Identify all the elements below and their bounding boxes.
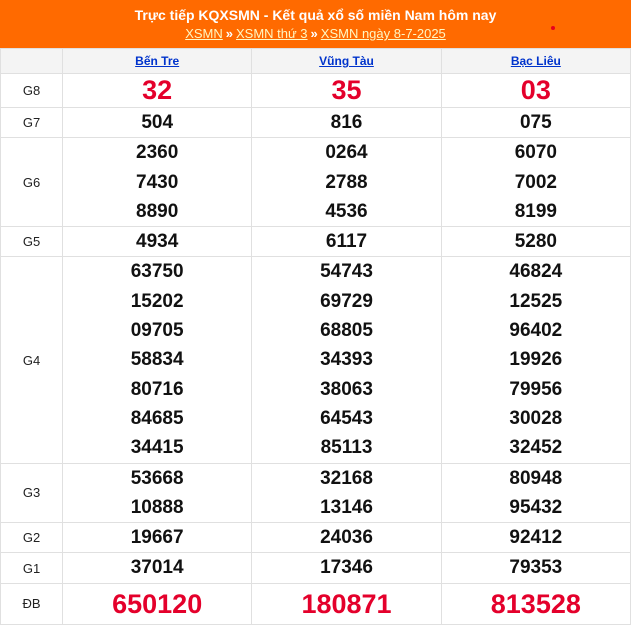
- prize-number: 68805: [320, 320, 373, 342]
- prize-cell: [252, 74, 441, 108]
- prize-number: 32452: [509, 437, 563, 459]
- prize-number: 34393: [320, 349, 373, 371]
- prize-number: 92412: [509, 527, 563, 549]
- prize-number: 19667: [130, 527, 184, 549]
- prize-number: 53668: [130, 467, 184, 489]
- breadcrumb-xsmn-thu-3[interactable]: XSMN thứ 3: [235, 26, 308, 41]
- page-header: [0, 0, 631, 48]
- prize-cell: [63, 583, 252, 624]
- results-body: [1, 74, 631, 625]
- prize-number: 7002: [514, 171, 557, 193]
- results-table: [0, 48, 631, 625]
- prize-number: 85113: [320, 437, 373, 459]
- prize-row-g1: [1, 553, 631, 583]
- prize-number: 30028: [509, 407, 563, 429]
- prize-number: 504: [141, 112, 174, 133]
- prize-row-db: [1, 583, 631, 624]
- prize-number: 37014: [130, 557, 184, 579]
- province-header-row: [1, 49, 631, 74]
- prize-label: ĐB: [1, 583, 63, 624]
- prize-number: 12525: [509, 290, 563, 312]
- prize-number: 19926: [509, 349, 563, 371]
- prize-cell: [441, 227, 630, 257]
- prize-number: 15202: [130, 290, 184, 312]
- prize-number: 8890: [136, 200, 179, 222]
- prize-number: 63750: [130, 261, 184, 283]
- prize-cell: [63, 463, 252, 523]
- prize-number: 79956: [509, 378, 563, 400]
- prize-row-g3: [1, 463, 631, 523]
- prize-cell: [441, 553, 630, 583]
- prize-label: G1: [1, 553, 63, 583]
- prize-cell: [63, 257, 252, 463]
- prize-number: 80716: [130, 378, 184, 400]
- prize-cell: [441, 523, 630, 553]
- province-link-vung-tau[interactable]: Vũng Tàu: [319, 54, 374, 68]
- prize-cell: [441, 583, 630, 624]
- prize-number: 4934: [136, 231, 179, 253]
- prize-label: G6: [1, 138, 63, 227]
- prize-cell: [252, 257, 441, 463]
- prize-number: 5280: [514, 231, 557, 253]
- prize-row-g7: [1, 108, 631, 138]
- prize-cell: [252, 108, 441, 138]
- prize-cell: [63, 138, 252, 227]
- prize-row-g5: [1, 227, 631, 257]
- breadcrumb-separator: »: [310, 26, 318, 41]
- prize-label: G2: [1, 523, 63, 553]
- breadcrumb-xsmn-date[interactable]: XSMN ngày 8-7-2025: [320, 26, 446, 41]
- page-title: Trực tiếp KQXSMN - Kết quả xổ số miền Nam hôm nay: [134, 7, 497, 23]
- prize-number: 32168: [320, 467, 373, 489]
- prize-number: 58834: [130, 349, 184, 371]
- prize-label: G5: [1, 227, 63, 257]
- prize-number: 35: [331, 75, 362, 105]
- prize-number: 8199: [514, 200, 557, 222]
- prize-number: 32: [142, 75, 173, 105]
- prize-number: 650120: [112, 588, 203, 619]
- prize-cell: [441, 257, 630, 463]
- prize-number: 84685: [130, 407, 184, 429]
- prize-number: 13146: [320, 496, 373, 518]
- prize-number: 17346: [320, 557, 373, 579]
- province-header: [441, 49, 630, 74]
- prize-number: 075: [519, 112, 552, 133]
- prize-cell: [441, 74, 630, 108]
- prize-label: G7: [1, 108, 63, 138]
- prize-row-g6: [1, 138, 631, 227]
- prize-number: 10888: [130, 496, 184, 518]
- prize-label: G4: [1, 257, 63, 463]
- prize-number: 46824: [509, 261, 563, 283]
- prize-cell: [252, 138, 441, 227]
- prize-number: 79353: [509, 557, 563, 579]
- prize-number: 2360: [136, 142, 179, 164]
- prize-cell: [63, 108, 252, 138]
- prize-number: 54743: [320, 261, 373, 283]
- prize-number: 80948: [509, 467, 563, 489]
- prize-row-g2: [1, 523, 631, 553]
- prize-number: 09705: [130, 320, 184, 342]
- prize-number: 6070: [514, 142, 557, 164]
- prize-cell: [63, 74, 252, 108]
- prize-number: 180871: [301, 588, 392, 619]
- prize-number: 7430: [136, 171, 179, 193]
- province-header: [63, 49, 252, 74]
- prize-number: 03: [520, 75, 551, 105]
- prize-cell: [252, 583, 441, 624]
- prize-cell: [441, 108, 630, 138]
- prize-cell: [441, 463, 630, 523]
- prize-number: 6117: [325, 231, 368, 253]
- prize-number: 816: [330, 112, 363, 133]
- prize-cell: [63, 227, 252, 257]
- prize-label: G3: [1, 463, 63, 523]
- prize-number: 64543: [320, 407, 373, 429]
- breadcrumb: [0, 25, 631, 42]
- prize-cell: [252, 523, 441, 553]
- prize-cell: [63, 523, 252, 553]
- breadcrumb-xsmn[interactable]: XSMN: [185, 26, 223, 41]
- prize-number: 34415: [130, 437, 184, 459]
- prize-number: 69729: [320, 290, 373, 312]
- prize-number: 96402: [509, 320, 563, 342]
- province-link-bac-lieu[interactable]: Bạc Liêu: [510, 54, 561, 68]
- prize-number: 813528: [490, 588, 581, 619]
- province-header: [252, 49, 441, 74]
- prize-cell: [252, 227, 441, 257]
- prize-cell: [252, 463, 441, 523]
- prize-label: G8: [1, 74, 63, 108]
- prize-number: 38063: [320, 378, 373, 400]
- prize-number: 95432: [509, 496, 563, 518]
- prize-cell: [441, 138, 630, 227]
- prize-number: 24036: [320, 527, 373, 549]
- corner-cell: [1, 49, 63, 74]
- prize-number: 2788: [325, 171, 368, 193]
- prize-row-g8: [1, 74, 631, 108]
- province-link-ben-tre[interactable]: Bến Tre: [135, 54, 180, 68]
- breadcrumb-separator: »: [225, 26, 233, 41]
- prize-number: 0264: [325, 142, 368, 164]
- live-dot-icon: [551, 26, 555, 30]
- prize-cell: [252, 553, 441, 583]
- prize-number: 4536: [325, 200, 368, 222]
- prize-cell: [63, 553, 252, 583]
- prize-row-g4: [1, 257, 631, 463]
